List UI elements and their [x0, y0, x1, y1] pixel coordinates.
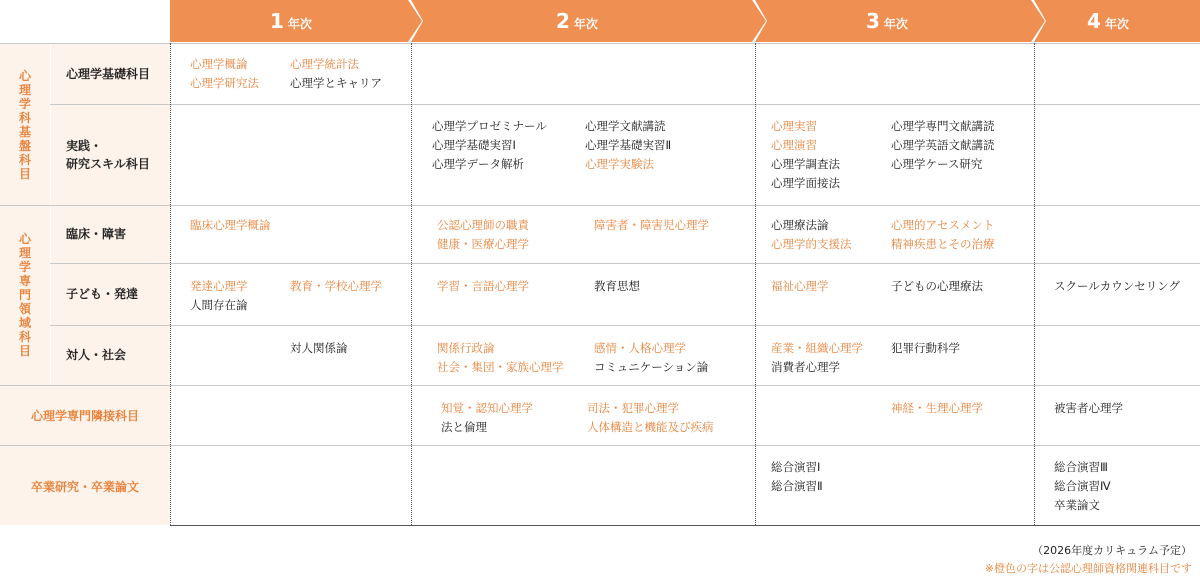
course-item: 社会・集団・家族心理学: [437, 360, 564, 374]
course-item: 総合演習Ⅲ: [1054, 460, 1108, 474]
group-label-char: 目: [18, 344, 31, 358]
course-item: コミュニケーション論: [594, 360, 709, 374]
course-item: 教育思想: [594, 279, 640, 293]
grid-line: [0, 43, 1200, 44]
course-item: 心理学概論: [190, 57, 248, 71]
curriculum-year-note: （2026年度カリキュラム予定）: [1032, 544, 1192, 557]
course-item: 心理学調査法: [771, 157, 840, 171]
color-legend-note: ※橙色の字は公認心理師資格関連科目です: [984, 562, 1192, 575]
course-item: 心理演習: [771, 138, 817, 152]
course-item: 心理学統計法: [290, 57, 359, 71]
row-label-kiso-basic: 心理学基礎科目: [66, 67, 151, 81]
course-item: 心理学的支援法: [771, 237, 852, 251]
course-item: 知覚・認知心理学: [441, 401, 533, 415]
group-kiso-label: [0, 44, 50, 205]
grid-line: [0, 445, 1200, 446]
course-item: 心理学基礎実習Ⅱ: [585, 138, 672, 152]
grid-line: [50, 104, 1200, 105]
year-divider: [755, 43, 756, 525]
course-item: 福祉心理学: [771, 279, 829, 293]
course-item: 神経・生理心理学: [891, 401, 983, 415]
group-label-char: 盤: [18, 138, 31, 153]
course-item: 心理学基礎実習Ⅰ: [432, 138, 516, 152]
year-2-label: 2 年次: [556, 9, 598, 33]
group-label-char: 基: [18, 124, 31, 139]
year-3-label: 3 年次: [866, 9, 908, 33]
course-item: 心理学面接法: [771, 176, 840, 190]
year-divider: [170, 43, 171, 525]
group-label-char: 目: [18, 166, 31, 181]
course-item: 健康・医療心理学: [437, 237, 529, 251]
grid-line: [50, 263, 1200, 264]
row-label-adjacent: 心理学専門隣接科目: [30, 408, 139, 423]
course-item: 心理学とキャリア: [290, 76, 382, 90]
group-label-char: 科: [18, 330, 31, 344]
course-item: 人間存在論: [190, 298, 248, 312]
year-divider: [411, 43, 412, 525]
year-1-label: 1 年次: [270, 9, 312, 33]
course-item: 心理学データ解析: [432, 157, 524, 171]
course-item: 総合演習Ⅳ: [1054, 479, 1111, 493]
course-item: 学習・言語心理学: [437, 279, 529, 293]
grid-line: [0, 385, 1200, 386]
course-item: 心理的アセスメント: [891, 218, 995, 232]
course-item: 障害者・障害児心理学: [594, 218, 709, 232]
course-item: 心理学英語文献講読: [891, 138, 995, 152]
course-item: 心理学専門文献講読: [891, 119, 995, 133]
grid-line: [0, 205, 1200, 206]
course-item: スクールカウンセリング: [1054, 279, 1181, 293]
course-item: 法と倫理: [441, 420, 487, 434]
group-label-char: 科: [18, 152, 31, 167]
group-label-char: 心: [18, 232, 31, 246]
course-item: 精神疾患とその治療: [891, 237, 995, 251]
course-item: 被害者心理学: [1054, 401, 1123, 415]
course-item: 卒業論文: [1054, 498, 1100, 512]
course-item: 教育・学校心理学: [290, 279, 382, 293]
group-label-char: 門: [18, 288, 31, 302]
year-divider: [1034, 43, 1035, 525]
row-label-social: 対人・社会: [66, 348, 127, 362]
year-4-label: 4 年次: [1087, 9, 1129, 33]
course-item: 心理学プロゼミナール: [432, 119, 547, 133]
course-item: 心理学ケース研究: [891, 157, 983, 171]
grid-line: [50, 325, 1200, 326]
course-item: 心理実習: [771, 119, 817, 133]
group-label-char: 理: [18, 246, 31, 260]
course-item: 感情・人格心理学: [594, 341, 686, 355]
course-item: 臨床心理学概論: [190, 218, 271, 232]
course-item: 心理学実験法: [585, 157, 654, 171]
course-item: 子どもの心理療法: [891, 279, 983, 293]
course-item: 消費者心理学: [771, 360, 840, 374]
group-label-char: 学: [18, 260, 31, 274]
grid-line: [170, 525, 1200, 526]
group-label-char: 域: [18, 316, 31, 330]
course-item: 司法・犯罪心理学: [587, 401, 679, 415]
course-item: 総合演習Ⅰ: [771, 460, 821, 474]
course-item: 産業・組織心理学: [771, 341, 863, 355]
course-item: 対人関係論: [290, 341, 348, 355]
row-label-practice: 実践・ 研究スキル科目: [66, 139, 150, 171]
group-label-char: 学: [18, 96, 31, 111]
course-item: 総合演習Ⅱ: [771, 479, 823, 493]
row-label-thesis: 卒業研究・卒業論文: [30, 479, 139, 494]
group-label-char: 領: [18, 302, 31, 316]
row-label-child: 子ども・発達: [66, 287, 139, 301]
course-item: 犯罪行動科学: [891, 341, 960, 355]
category-divider: [50, 44, 51, 384]
group-label-char: 専: [18, 274, 31, 288]
group-label-char: 理: [18, 82, 31, 97]
course-item: 人体構造と機能及び疾病: [587, 420, 714, 434]
course-item: 関係行政論: [437, 341, 495, 355]
course-item: 発達心理学: [190, 279, 248, 293]
course-item: 心理学文献講読: [585, 119, 666, 133]
course-item: 心理学研究法: [190, 76, 259, 90]
group-senmon-label: [0, 206, 50, 384]
course-item: 心理療法論: [771, 218, 829, 232]
group-label-char: 心: [18, 68, 31, 83]
course-item: 公認心理師の職責: [437, 218, 529, 232]
row-label-clinical: 臨床・障害: [66, 227, 127, 241]
group-label-char: 科: [18, 110, 31, 125]
